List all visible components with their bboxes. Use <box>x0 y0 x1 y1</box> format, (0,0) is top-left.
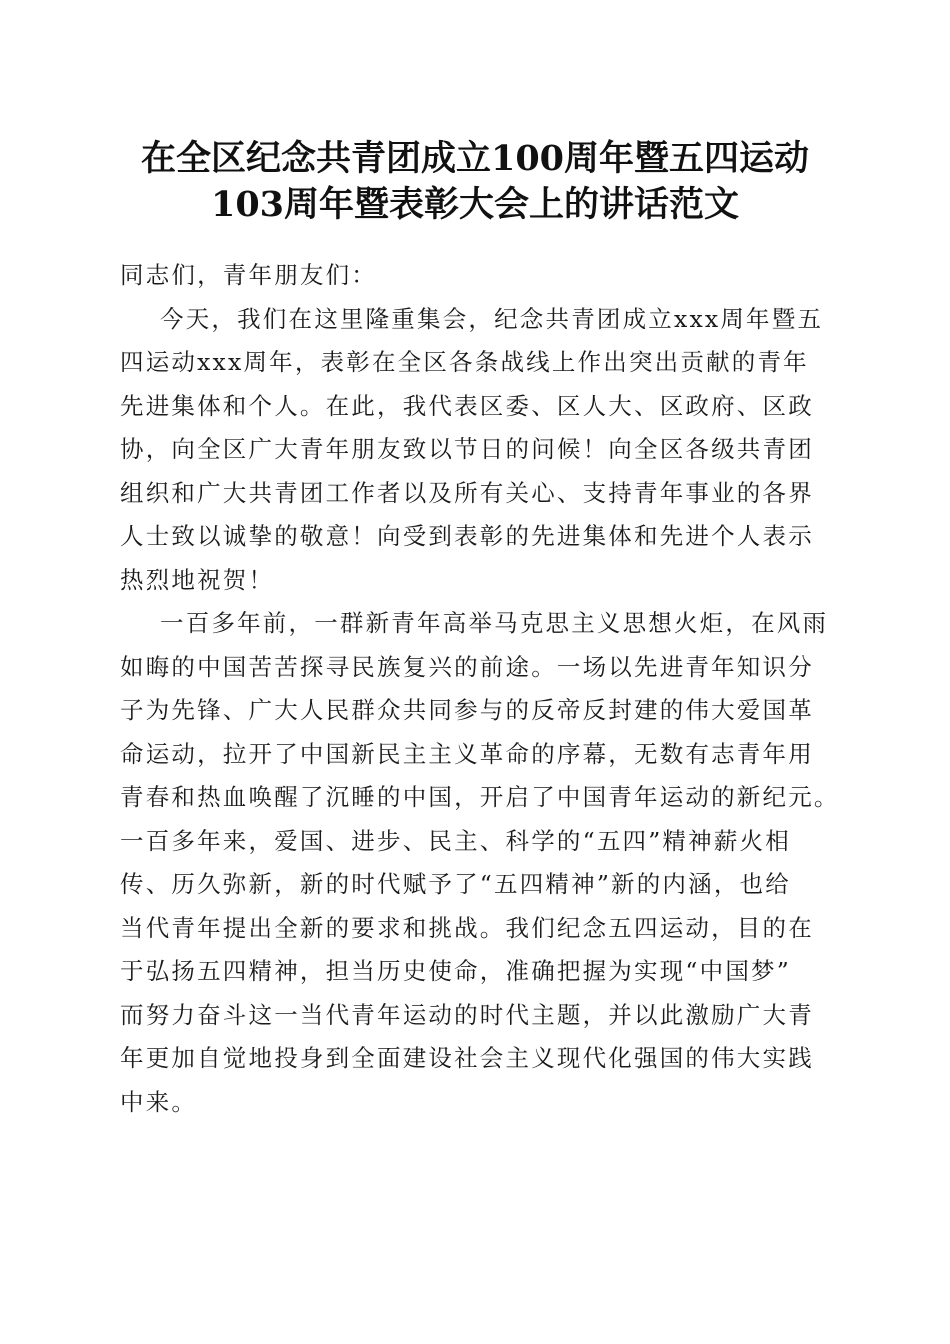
paragraph-line: 一百多年前，一群新青年高举马克思主义思想火炬，在风雨 <box>160 609 829 637</box>
salutation: 同志们，青年朋友们： <box>120 261 377 289</box>
paragraph-line: 协，向全区广大青年朋友致以节日的问候！向全区各级共青团 <box>120 435 814 463</box>
title-line-1: 在全区纪念共青团成立100周年暨五四运动 <box>140 138 810 179</box>
paragraph-line: 子为先锋、广大人民群众共同参与的反帝反封建的伟大爱国革 <box>120 696 814 724</box>
paragraph-1 <box>120 298 836 603</box>
paragraph-line: 青春和热血唤醒了沉睡的中国，开启了中国青年运动的新纪元。 <box>120 783 840 811</box>
title-line-2: 103周年暨表彰大会上的讲话范文 <box>210 184 740 225</box>
paragraph-line: 人士致以诚挚的敬意！向受到表彰的先进集体和先进个人表示 <box>120 522 814 550</box>
document-title <box>100 136 850 228</box>
paragraph-line: 组织和广大共青团工作者以及所有关心、支持青年事业的各界 <box>120 478 814 507</box>
paragraph-line: 热烈地祝贺！ <box>120 565 275 594</box>
paragraph-line: 四运动xxx周年，表彰在全区各条战线上作出突出贡献的青年 <box>120 348 809 376</box>
paragraph-line: 于弘扬五四精神，担当历史使命，准确把握为实现“中国梦” <box>120 957 791 985</box>
paragraph-line: 年更加自觉地投身到全面建设社会主义现代化强国的伟大实践 <box>120 1044 814 1072</box>
paragraph-line: 一百多年来，爱国、进步、民主、科学的“五四”精神薪火相 <box>120 826 791 855</box>
paragraph-line: 如晦的中国苦苦探寻民族复兴的前途。一场以先进青年知识分 <box>120 652 814 681</box>
document-body <box>120 254 840 1124</box>
paragraph-line: 传、历久弥新，新的时代赋予了“五四精神”新的内涵，也给 <box>120 870 791 898</box>
paragraph-line: 先进集体和个人。在此，我代表区委、区人大、区政府、区政 <box>120 391 814 420</box>
paragraph-2 <box>120 602 840 1124</box>
paragraph-line: 当代青年提出全新的要求和挑战。我们纪念五四运动，目的在 <box>120 913 814 942</box>
paragraph-line: 命运动，拉开了中国新民主主义革命的序幕，无数有志青年用 <box>120 739 814 768</box>
paragraph-line: 而努力奋斗这一当代青年运动的时代主题，并以此激励广大青 <box>120 1000 814 1029</box>
paragraph-line: 中来。 <box>120 1087 198 1116</box>
paragraph-line: 今天，我们在这里隆重集会，纪念共青团成立xxx周年暨五 <box>160 304 824 333</box>
